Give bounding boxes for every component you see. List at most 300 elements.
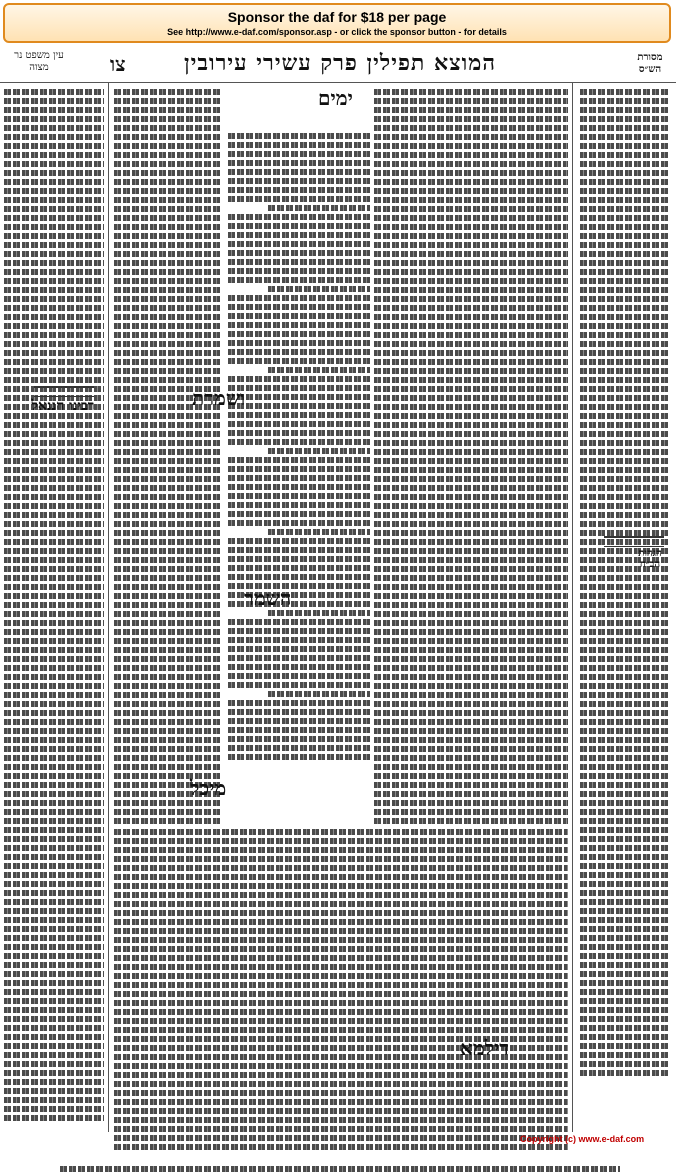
text-line: [4, 206, 104, 212]
text-line: [228, 664, 370, 670]
copyright-text: Copyright (c) www.e-daf.com: [520, 1134, 645, 1144]
text-line: [4, 836, 104, 842]
text-line: [374, 512, 568, 518]
text-line: [4, 575, 104, 581]
text-line: [4, 89, 104, 95]
text-line: [374, 395, 568, 401]
text-line: [580, 944, 670, 950]
text-line: [114, 692, 222, 698]
text-line: [228, 412, 370, 418]
text-line: [374, 332, 568, 338]
text-line: [374, 656, 568, 662]
text-line: [4, 323, 104, 329]
text-line: [114, 143, 222, 149]
text-line: [114, 593, 222, 599]
text-line: [580, 629, 670, 635]
rabbeinu-chananel-heading: רבינו חננאל: [31, 398, 95, 414]
text-line: [114, 818, 222, 824]
text-line: [4, 107, 104, 113]
text-line: [114, 982, 568, 988]
text-line: [114, 215, 222, 221]
text-line: [114, 377, 222, 383]
text-line: [374, 107, 568, 113]
text-line: [4, 674, 104, 680]
text-line: [580, 1070, 670, 1076]
text-line: [4, 980, 104, 986]
text-line: [4, 260, 104, 266]
text-line: [374, 359, 568, 365]
text-line: [580, 332, 670, 338]
michal-heading: מיכל: [190, 776, 227, 800]
text-line: [4, 611, 104, 617]
text-line: [114, 728, 222, 734]
text-line: [374, 116, 568, 122]
text-line: [114, 955, 568, 961]
text-line: [114, 991, 568, 997]
text-line: [4, 917, 104, 923]
text-line: [580, 476, 670, 482]
text-line: [4, 719, 104, 725]
text-line: [228, 619, 370, 625]
text-line: [580, 179, 670, 185]
text-line: [228, 349, 370, 355]
text-line: [114, 152, 222, 158]
text-line: [4, 620, 104, 626]
text-line: [580, 971, 670, 977]
text-line: [374, 341, 568, 347]
text-line: [114, 125, 222, 131]
text-line: [268, 286, 370, 292]
ornament-divider: [34, 386, 94, 397]
text-line: [228, 187, 370, 193]
text-line: [228, 457, 370, 463]
text-line: [114, 1090, 568, 1096]
text-line: [228, 745, 370, 751]
text-line: [114, 755, 222, 761]
text-line: [4, 872, 104, 878]
text-line: [114, 233, 222, 239]
text-line: [114, 1009, 568, 1015]
text-line: [114, 467, 222, 473]
ornament-divider-right: [604, 536, 664, 547]
text-line: [374, 215, 568, 221]
text-line: [114, 674, 222, 680]
commentary-bottom: [112, 826, 570, 1153]
text-line: [114, 170, 222, 176]
text-line: [374, 233, 568, 239]
text-line: [580, 305, 670, 311]
text-line: [580, 620, 670, 626]
text-line: [580, 368, 670, 374]
text-line: [374, 125, 568, 131]
text-line: [4, 971, 104, 977]
text-line: [114, 494, 222, 500]
text-line: [374, 575, 568, 581]
text-line: [114, 224, 222, 230]
text-line: [580, 584, 670, 590]
text-line: [4, 584, 104, 590]
text-line: [580, 89, 670, 95]
text-line: [4, 359, 104, 365]
text-line: [114, 431, 222, 437]
text-line: [228, 259, 370, 265]
text-line: [4, 1034, 104, 1040]
text-line: [580, 791, 670, 797]
text-line: [4, 548, 104, 554]
text-line: [4, 179, 104, 185]
text-line: [374, 539, 568, 545]
text-line: [4, 1052, 104, 1058]
text-line: [580, 593, 670, 599]
text-line: [374, 224, 568, 230]
text-line: [4, 926, 104, 932]
text-line: [4, 251, 104, 257]
text-line: [580, 161, 670, 167]
text-line: [580, 188, 670, 194]
text-line: [114, 602, 222, 608]
text-line: [580, 683, 670, 689]
text-line: [4, 782, 104, 788]
text-line: [228, 538, 370, 544]
text-line: [228, 277, 370, 283]
text-line: [114, 901, 568, 907]
text-line: [374, 287, 568, 293]
text-line: [374, 251, 568, 257]
text-line: [4, 134, 104, 140]
text-line: [114, 188, 222, 194]
text-line: [374, 755, 568, 761]
text-line: [580, 494, 670, 500]
text-line: [268, 367, 370, 373]
text-line: [114, 620, 222, 626]
text-line: [580, 296, 670, 302]
text-line: [374, 548, 568, 554]
text-line: [4, 953, 104, 959]
text-line: [580, 638, 670, 644]
text-line: [4, 1088, 104, 1094]
text-line: [4, 305, 104, 311]
text-line: [580, 692, 670, 698]
text-line: [580, 1052, 670, 1058]
text-line: [4, 278, 104, 284]
text-line: [580, 341, 670, 347]
text-line: [580, 1061, 670, 1067]
text-line: [228, 232, 370, 238]
text-line: [580, 377, 670, 383]
sponsor-subtitle: See http://www.e-daf.com/sponsor.asp - or click the sponsor button - for details: [167, 27, 507, 37]
text-line: [4, 1106, 104, 1112]
text-line: [374, 728, 568, 734]
gemara-start-word: ימים: [318, 86, 353, 110]
text-line: [114, 1144, 568, 1150]
text-line: [4, 269, 104, 275]
text-line: [4, 440, 104, 446]
ein-mishpat-column: [2, 86, 106, 1124]
text-line: [4, 791, 104, 797]
text-line: [580, 467, 670, 473]
text-line: [580, 773, 670, 779]
text-line: [4, 647, 104, 653]
text-line: [580, 269, 670, 275]
text-line: [228, 376, 370, 382]
text-line: [374, 773, 568, 779]
hashomer-heading: השמר: [244, 586, 292, 610]
text-line: [374, 188, 568, 194]
text-line: [580, 215, 670, 221]
text-line: [114, 584, 222, 590]
text-line: [114, 368, 222, 374]
text-line: [114, 332, 222, 338]
text-line: [580, 125, 670, 131]
text-line: [580, 746, 670, 752]
text-line: [374, 377, 568, 383]
text-line: [228, 484, 370, 490]
text-line: [374, 764, 568, 770]
text-line: [4, 935, 104, 941]
text-line: [228, 331, 370, 337]
text-line: [580, 431, 670, 437]
page-title: המוצא תפילין פרק עשירי עירובין: [184, 50, 496, 76]
text-line: [4, 494, 104, 500]
text-line: [228, 358, 370, 364]
text-line: [114, 413, 222, 419]
text-line: [114, 928, 568, 934]
text-line: [4, 1025, 104, 1031]
text-line: [228, 574, 370, 580]
text-line: [114, 98, 222, 104]
text-line: [374, 449, 568, 455]
text-line: [580, 260, 670, 266]
text-line: [580, 458, 670, 464]
text-line: [4, 341, 104, 347]
text-line: [580, 989, 670, 995]
text-line: [4, 188, 104, 194]
text-line: [4, 521, 104, 527]
ushmarta-heading: ושמרת: [192, 386, 246, 410]
text-line: [580, 809, 670, 815]
text-line: [228, 142, 370, 148]
text-line: [580, 512, 670, 518]
text-line: [374, 557, 568, 563]
text-line: [228, 736, 370, 742]
text-line: [114, 719, 222, 725]
text-line: [114, 1018, 568, 1024]
text-line: [374, 692, 568, 698]
text-line: [4, 368, 104, 374]
text-line: [114, 260, 222, 266]
text-line: [374, 593, 568, 599]
text-line: [4, 539, 104, 545]
text-line: [268, 448, 370, 454]
text-line: [114, 856, 568, 862]
text-line: [114, 683, 222, 689]
text-line: [580, 845, 670, 851]
text-line: [374, 368, 568, 374]
text-line: [114, 197, 222, 203]
text-line: [374, 134, 568, 140]
text-line: [374, 782, 568, 788]
text-line: [580, 143, 670, 149]
text-line: [580, 1025, 670, 1031]
text-line: [114, 647, 222, 653]
text-line: [228, 304, 370, 310]
text-line: [374, 791, 568, 797]
masoret-hashas-label: מסורת הש״ס: [637, 52, 663, 75]
text-line: [4, 854, 104, 860]
left-margin-divider: [108, 82, 109, 1132]
ein-mishpat-label: עין משפט נר מצוה: [14, 50, 64, 73]
text-line: [4, 296, 104, 302]
text-line: [4, 638, 104, 644]
text-line: [374, 143, 568, 149]
text-line: [114, 701, 222, 707]
text-line: [580, 359, 670, 365]
text-line: [228, 709, 370, 715]
text-line: [228, 556, 370, 562]
talmud-page: [0, 46, 676, 1132]
text-line: [114, 665, 222, 671]
text-line: [228, 727, 370, 733]
text-line: [114, 548, 222, 554]
text-line: [374, 260, 568, 266]
text-line: [580, 881, 670, 887]
text-line: [4, 701, 104, 707]
text-line: [114, 485, 222, 491]
tosafot-column: [112, 86, 227, 827]
text-line: [374, 179, 568, 185]
text-line: [580, 863, 670, 869]
text-line: [374, 431, 568, 437]
text-line: [114, 910, 568, 916]
text-line: [4, 242, 104, 248]
text-line: [228, 169, 370, 175]
text-line: [114, 1099, 568, 1105]
text-line: [114, 179, 222, 185]
text-line: [374, 314, 568, 320]
text-line: [374, 305, 568, 311]
text-line: [4, 692, 104, 698]
text-line: [374, 611, 568, 617]
text-line: [114, 206, 222, 212]
text-line: [580, 962, 670, 968]
text-line: [374, 521, 568, 527]
text-line: [4, 908, 104, 914]
text-line: [228, 655, 370, 661]
text-line: [374, 620, 568, 626]
text-line: [268, 205, 370, 211]
text-line: [580, 917, 670, 923]
text-line: [580, 170, 670, 176]
text-line: [114, 937, 568, 943]
text-line: [580, 827, 670, 833]
text-line: [114, 449, 222, 455]
text-line: [114, 287, 222, 293]
sponsor-banner[interactable]: [3, 3, 671, 43]
text-line: [114, 359, 222, 365]
text-line: [4, 746, 104, 752]
text-line: [580, 233, 670, 239]
text-line: [4, 881, 104, 887]
text-line: [228, 394, 370, 400]
text-line: [4, 161, 104, 167]
text-line: [228, 421, 370, 427]
text-line: [580, 350, 670, 356]
text-line: [580, 656, 670, 662]
gemara-column: [226, 130, 372, 763]
text-line: [114, 557, 222, 563]
text-line: [4, 800, 104, 806]
text-line: [4, 431, 104, 437]
text-line: [580, 485, 670, 491]
text-line: [114, 476, 222, 482]
text-line: [580, 98, 670, 104]
text-line: [374, 440, 568, 446]
text-line: [4, 998, 104, 1004]
text-line: [114, 503, 222, 509]
text-line: [4, 287, 104, 293]
text-line: [580, 395, 670, 401]
text-line: [374, 350, 568, 356]
text-line: [4, 863, 104, 869]
text-line: [580, 764, 670, 770]
text-line: [4, 1115, 104, 1121]
text-line: [374, 818, 568, 824]
text-line: [114, 1072, 568, 1078]
text-line: [374, 170, 568, 176]
text-line: [580, 116, 670, 122]
text-line: [580, 413, 670, 419]
text-line: [4, 170, 104, 176]
haghot-habach-heading: הגהות הב״ח: [638, 548, 662, 570]
text-line: [228, 547, 370, 553]
text-line: [228, 178, 370, 184]
text-line: [4, 602, 104, 608]
text-line: [114, 314, 222, 320]
text-line: [580, 719, 670, 725]
text-line: [580, 611, 670, 617]
text-line: [580, 980, 670, 986]
masoret-hashas-column: [578, 86, 672, 1079]
text-line: [580, 422, 670, 428]
text-line: [228, 133, 370, 139]
text-line: [114, 116, 222, 122]
right-margin-divider: [572, 82, 573, 1132]
text-line: [4, 476, 104, 482]
text-line: [228, 700, 370, 706]
text-line: [4, 503, 104, 509]
text-line: [114, 242, 222, 248]
text-line: [228, 160, 370, 166]
text-line: [228, 628, 370, 634]
text-line: [114, 296, 222, 302]
text-line: [114, 829, 568, 835]
text-line: [580, 314, 670, 320]
text-line: [374, 458, 568, 464]
text-line: [228, 385, 370, 391]
text-line: [228, 682, 370, 688]
text-line: [4, 350, 104, 356]
text-line: [114, 611, 222, 617]
text-line: [228, 466, 370, 472]
text-line: [374, 800, 568, 806]
text-line: [114, 883, 568, 889]
text-line: [114, 764, 222, 770]
text-line: [374, 494, 568, 500]
text-line: [228, 475, 370, 481]
text-line: [580, 998, 670, 1004]
text-line: [580, 323, 670, 329]
text-line: [374, 89, 568, 95]
